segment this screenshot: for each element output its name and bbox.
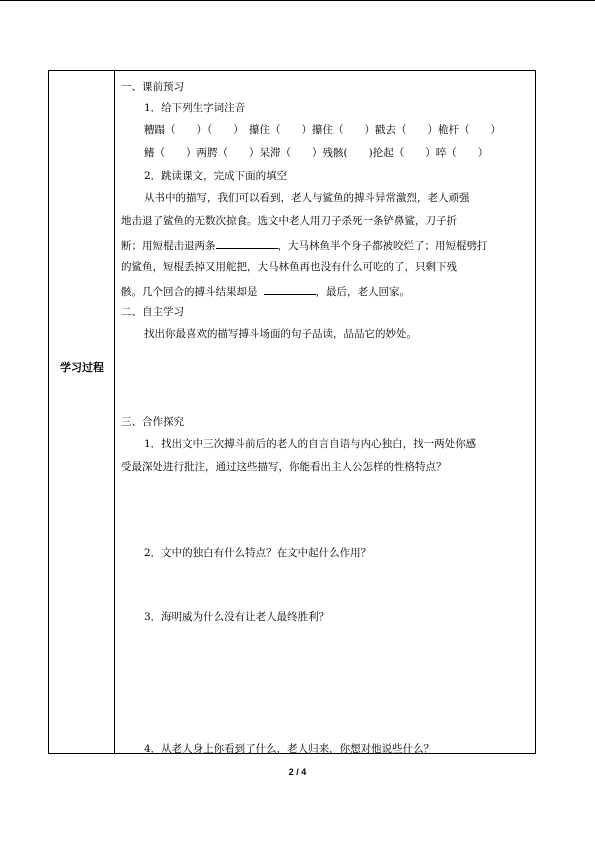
cooperate-q4: 4．从老人身上你看到了什么，老人归来，你想对他说些什么？ xyxy=(144,743,435,755)
label-column xyxy=(49,71,115,753)
preview-heading: 一、课前预习 xyxy=(121,81,184,93)
fill-blank-1[interactable] xyxy=(216,237,278,249)
q1-title: 1．给下列生字词注音 xyxy=(144,102,246,114)
q1-row2: 鳍（ ）两腭（ ）呆滞（ ）残骸( )抡起（ ）啐（ ） xyxy=(144,147,489,159)
q2-line5-part2: ，最后，老人回家。 xyxy=(315,286,410,298)
self-study-heading: 二、自主学习 xyxy=(121,306,184,318)
q2-line4: 的鲨鱼，短棍丢掉又用舵把，大马林鱼再也没有什么可吃的了，只剩下残 xyxy=(121,261,457,273)
cooperate-heading: 三、合作探究 xyxy=(121,416,184,428)
cooperate-q3: 3．海明威为什么没有让老人最终胜利？ xyxy=(144,611,330,623)
section-label: 学习过程 xyxy=(60,361,104,374)
page-number: 2 / 4 xyxy=(288,767,307,777)
content-cell xyxy=(115,71,535,753)
fill-blank-2[interactable] xyxy=(264,283,316,295)
q2-line3 xyxy=(121,237,488,253)
top-rule xyxy=(0,0,595,1)
cooperate-q2: 2．文中的独白有什么特点？在文中起什么作用？ xyxy=(144,547,372,559)
q2-title: 2．跳读课文，完成下面的填空 xyxy=(144,170,288,182)
q2-line5-part1: 骸。几个回合的搏斗结果却是 xyxy=(121,286,258,298)
worksheet-table xyxy=(48,70,536,754)
self-study-text: 找出你最喜欢的描写搏斗场面的句子品读，品品它的妙处。 xyxy=(144,328,417,340)
cooperate-q1-line1: 1．找出文中三次搏斗前后的老人的自言自语与内心独白，找一两处你感 xyxy=(144,438,477,450)
q1-row1: 糟蹋（ ）（ ） 攥住（ ）攥住（ ）戳去（ ）桅杆（ ） xyxy=(144,124,501,136)
q2-line2: 地击退了鲨鱼的无数次掠食。选文中老人用刀子杀死一条铲鼻鲨，刀子折 xyxy=(121,215,457,227)
q2-line5 xyxy=(121,283,410,299)
q2-line3-part1: 断；用短棍击退两条 xyxy=(121,240,216,252)
q2-line1: 从书中的描写，我们可以看到，老人与鲨鱼的搏斗异常激烈，老人顽强 xyxy=(144,192,470,204)
cooperate-q1-line2: 受最深处进行批注，通过这些描写，你能看出主人公怎样的性格特点？ xyxy=(121,461,447,473)
q2-line3-part2: ，大马林鱼半个身子都被咬烂了；用短棍劈打 xyxy=(277,240,488,252)
